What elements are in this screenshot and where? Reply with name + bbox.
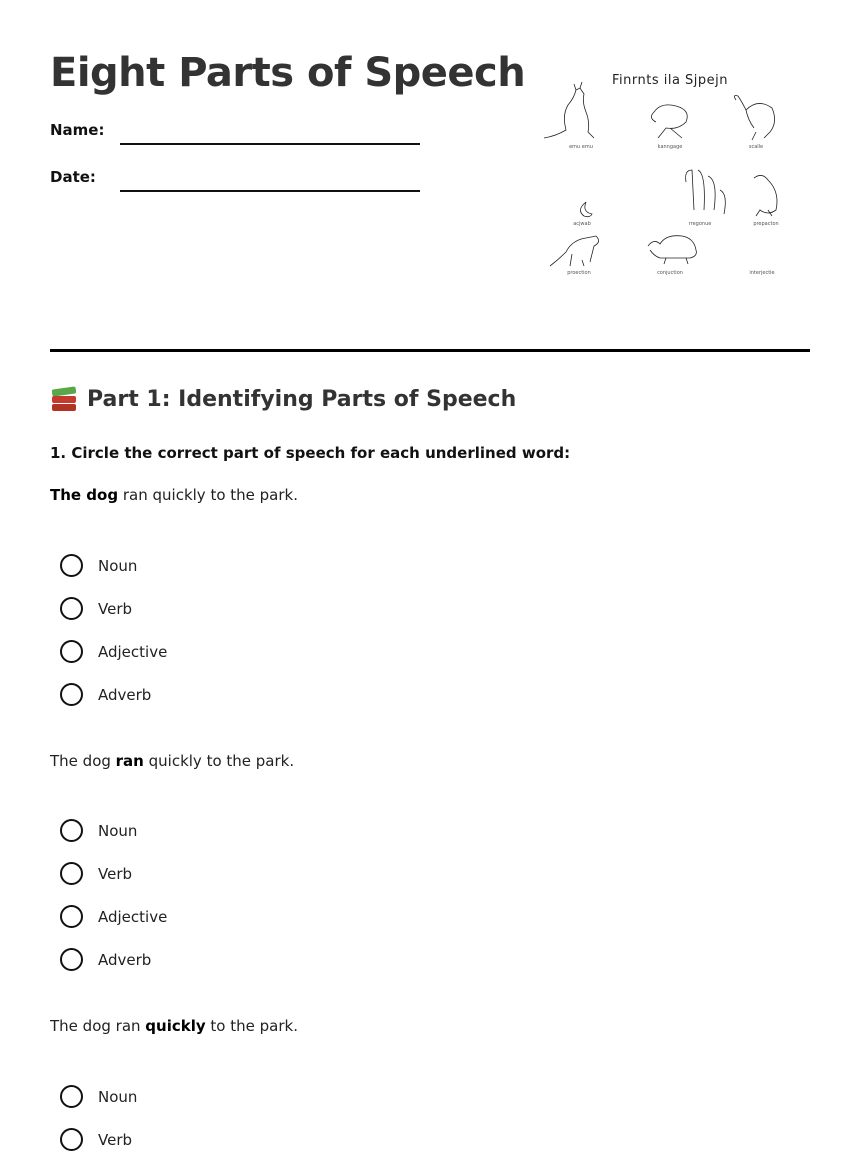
radio-circle-icon[interactable] <box>60 683 83 706</box>
caption: rregonue <box>688 221 712 227</box>
animal-drawings-icon <box>536 70 796 285</box>
option-noun[interactable] <box>60 554 137 577</box>
caption: scalle <box>748 144 764 150</box>
option-label: Noun <box>98 821 138 840</box>
date-input-line[interactable] <box>120 189 420 192</box>
radio-circle-icon[interactable] <box>60 819 83 842</box>
question-sentence <box>50 752 294 770</box>
option-label: Adverb <box>98 950 152 969</box>
question-instruction: 1. Circle the correct part of speech for each underlined word: <box>50 444 571 462</box>
sentence-text: The dog ran <box>50 1017 146 1035</box>
option-noun[interactable] <box>60 1085 137 1108</box>
sentence-text: to the park. <box>205 1017 298 1035</box>
option-noun[interactable] <box>60 819 137 842</box>
option-adjective[interactable] <box>60 640 167 663</box>
name-field <box>50 121 420 139</box>
radio-circle-icon[interactable] <box>60 1085 83 1108</box>
option-adverb[interactable] <box>60 948 151 971</box>
radio-circle-icon[interactable] <box>60 554 83 577</box>
radio-circle-icon[interactable] <box>60 862 83 885</box>
caption: acjwab <box>573 221 591 227</box>
radio-circle-icon[interactable] <box>60 948 83 971</box>
caption: kanngage <box>657 144 683 150</box>
section-title: Part 1: Identifying Parts of Speech <box>87 386 517 412</box>
option-label: Noun <box>98 556 138 575</box>
page-title: Eight Parts of Speech <box>50 50 526 96</box>
target-word: The dog <box>50 486 119 504</box>
question-sentence <box>50 486 298 504</box>
books-icon <box>50 386 78 412</box>
name-input-line[interactable] <box>120 142 420 145</box>
date-field <box>50 168 420 186</box>
caption: proection <box>567 270 591 276</box>
option-verb[interactable] <box>60 862 132 885</box>
sentence-text: quickly to the park. <box>143 752 295 770</box>
section-heading <box>50 386 516 412</box>
illustration-title: Finrnts ila Sjpejn <box>611 73 729 88</box>
option-label: Adjective <box>98 907 168 926</box>
target-word: ran <box>115 752 144 770</box>
parts-of-speech-illustration <box>536 70 796 285</box>
caption: emu emu <box>569 144 593 150</box>
option-adjective[interactable] <box>60 905 167 928</box>
question-sentence <box>50 1017 298 1035</box>
caption: conjuction <box>657 270 683 276</box>
section-divider <box>50 349 810 352</box>
sentence-text: ran quickly to the park. <box>118 486 298 504</box>
radio-circle-icon[interactable] <box>60 1128 83 1151</box>
date-label: Date: <box>50 168 96 186</box>
option-adverb[interactable] <box>60 683 151 706</box>
option-label: Noun <box>98 1087 138 1106</box>
caption: prepacton <box>753 221 779 227</box>
option-verb[interactable] <box>60 1128 132 1151</box>
option-label: Verb <box>98 864 133 883</box>
radio-circle-icon[interactable] <box>60 597 83 620</box>
radio-circle-icon[interactable] <box>60 905 83 928</box>
name-label: Name: <box>50 121 105 139</box>
option-label: Verb <box>98 599 133 618</box>
option-label: Adjective <box>98 642 168 661</box>
option-label: Verb <box>98 1130 133 1149</box>
option-label: Adverb <box>98 685 152 704</box>
radio-circle-icon[interactable] <box>60 640 83 663</box>
option-verb[interactable] <box>60 597 132 620</box>
caption: interjectie <box>749 270 775 276</box>
sentence-text: The dog <box>50 752 116 770</box>
target-word: quickly <box>145 1017 206 1035</box>
